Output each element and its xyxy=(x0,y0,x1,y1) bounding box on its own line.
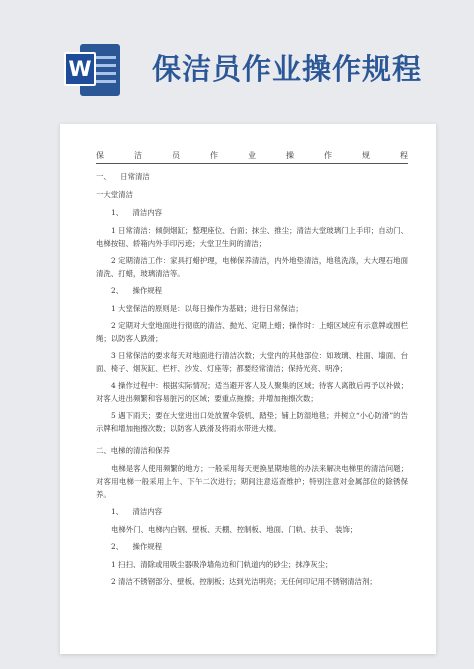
section-heading: 二、电梯的清洁和保养 xyxy=(96,446,170,455)
section-heading: 一大堂清洁 xyxy=(96,190,133,199)
paragraph: 电梯是客人使用频繁的地方；一般采用每天更换星期地毯的办法来解决电梯里的清洁问题；对客用电梯一般采用上午、下午二次进行；期间注意巡查维护；特别注意对金属部位的除锈保养。 xyxy=(96,464,408,499)
document-page xyxy=(60,124,436,654)
paragraph: 1 日常清洁：倾倒烟缸；整理座位、台面；抹尘、推尘；清洁大堂玻璃门上手印；自动门、电梯按钮、轿箱内外手印污迹；大堂卫生间的清洁； xyxy=(96,226,408,248)
title-char: 作 xyxy=(210,151,218,160)
title-char: 业 xyxy=(248,151,256,160)
title-char: 洁 xyxy=(134,151,142,160)
word-letter-icon: W xyxy=(64,52,96,86)
title-char: 员 xyxy=(172,151,180,160)
paragraph: 1 扫扫、清除或用吸尘器吸净墙角边和门轨道内的砂尘；抹净灰尘； xyxy=(111,560,333,569)
banner xyxy=(0,0,474,120)
paragraph: 1 大堂保洁的原则是：以每日操作为基础；进行日常保洁； xyxy=(111,304,303,313)
title-char: 程 xyxy=(400,151,408,160)
document-banner-title: 保洁员作业操作规程 xyxy=(152,52,423,86)
section-heading: 一、 日常清洁 xyxy=(96,172,150,181)
word-document-icon xyxy=(64,40,122,100)
paragraph: 2 定期对大堂地面进行彻底的清洁、抛光、定期上蜡；操作时：上蜡区域应有示意牌或围栏绳；以防客人跌滑； xyxy=(96,321,408,343)
paragraph: 2 清洁不锈钢部分、壁板、控制板；达到光洁明亮；无任何印记用不锈钢清洁剂； xyxy=(111,577,377,586)
paragraph: 电梯外门、电梯内白钢、壁板、天棚、控制板、地面、门轨、扶手、 装饰； xyxy=(111,525,358,534)
title-char: 规 xyxy=(362,151,370,160)
title-char: 保 xyxy=(96,151,104,160)
paragraph: 2 定期清洁工作：家具打蜡护理，电梯保养清洁，内外地垫清洁，地毯洗涤，大大理石地面清洗、打蜡，玻璃清洁等。 xyxy=(96,256,408,278)
section-heading: 2、 操作规程 xyxy=(111,286,163,295)
title-char: 作 xyxy=(324,151,332,160)
paragraph: 3 日常保洁的要求每天对地面进行清洁次数；大堂内的其他部位：如玻璃、柱面、墙面、台面、椅子、烟灰缸、栏杆、沙发、灯座等；都要经常清洁；保持光亮、明净； xyxy=(96,351,408,373)
paragraph: 4 操作过程中：根据实际情况；适当避开客人及人聚集的区域；待客人离散后再予以补做；对客人进出频繁和容易脏污的区域；要重点拖擦；并增加拖擦次数； xyxy=(96,381,408,403)
paragraph: 5 遇下雨天；要在大堂进出口处放置伞袋机、踏垫；铺上防湿地毯；并树立“小心防滑”的告示牌和增加拖擦次数；以防客人跌滑及将雨水带进大楼。 xyxy=(96,411,408,433)
document-content xyxy=(96,170,408,588)
section-heading: 2、 操作规程 xyxy=(111,542,163,551)
section-heading: 1、 清洁内容 xyxy=(111,208,163,217)
title-char: 操 xyxy=(286,151,294,160)
document-title xyxy=(96,150,408,164)
document-body xyxy=(96,150,408,592)
section-heading: 1、 清洁内容 xyxy=(111,507,163,516)
